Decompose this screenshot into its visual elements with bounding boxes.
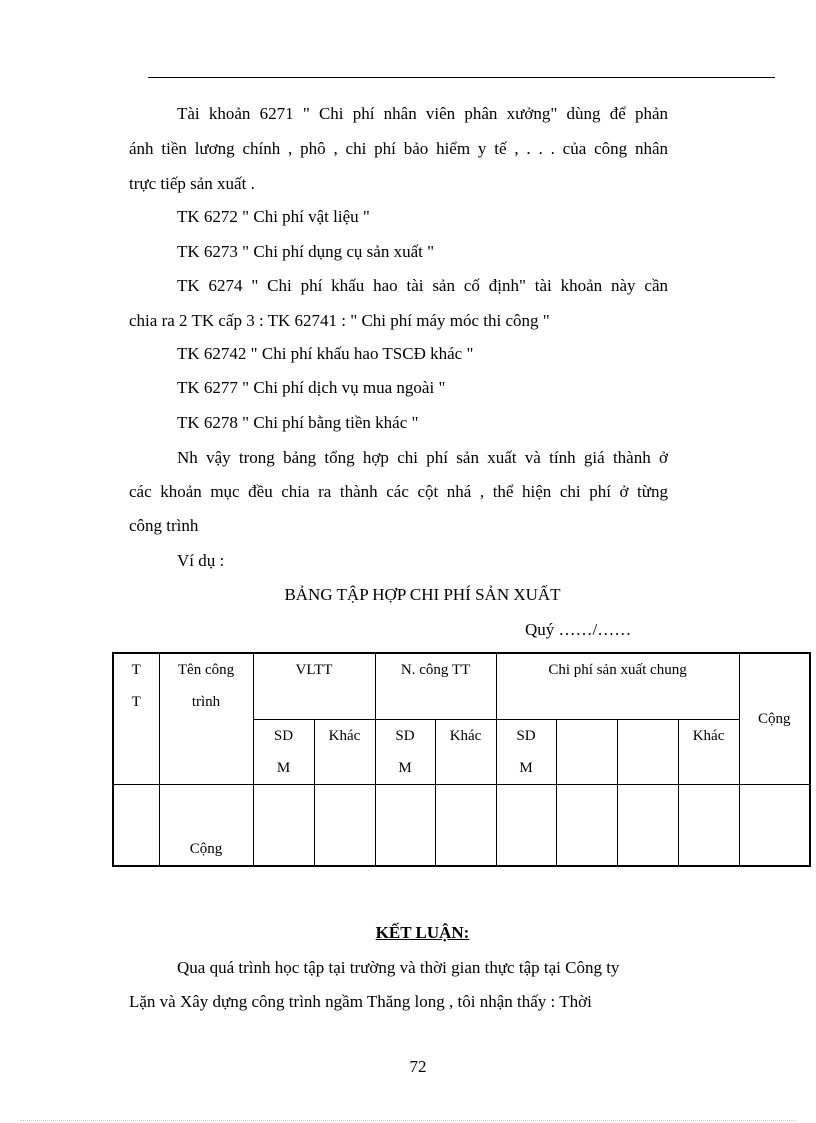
table-period: Quý ……/…… [525,620,632,639]
conclusion-heading: KẾT LUẬN: [375,923,470,942]
header-vltt: VLTT [253,653,375,719]
data-cell [253,784,314,866]
subheader-khac: Khác [314,719,375,784]
data-cell [678,784,739,866]
account-line: chia ra 2 TK cấp 3 : TK 62741 : " Chi phí máy móc thi công " [129,311,550,330]
total-label: Cộng [159,784,253,866]
cost-table [112,652,811,867]
subheader-sdm: SD M [496,719,556,784]
subheader-empty [556,719,617,784]
subheader-khac: Khác [678,719,739,784]
paragraph-line: Tài khoản 6271 " Chi phí nhân viên phân xưởng" dùng để phản [177,104,668,123]
subheader-empty [617,719,678,784]
paragraph-line: Nh vậy trong bảng tổng hợp chi phí sản xuất và tính giá thành ở [177,448,668,467]
page-number: 72 [409,1057,427,1076]
paragraph-line: các khoản mục đều chia ra thành các cột nhá , thể hiện chi phí ở từng [129,482,668,501]
header-cong: Cộng [739,653,810,784]
account-line: TK 62742 " Chi phí khấu hao TSCĐ khác " [177,344,474,363]
account-line: TK 6278 " Chi phí bằng tiền khác " [177,413,419,432]
conclusion-line: Lặn và Xây dựng công trình ngầm Thăng long , tôi nhận thấy : Thời [129,992,592,1011]
paragraph-line: ánh tiền lương chính , phô , chi phí bảo hiểm y tế , . . . của công nhân [129,139,668,158]
header-tt: T T [113,653,159,784]
data-cell [496,784,556,866]
account-line: TK 6277 " Chi phí dịch vụ mua ngoài " [177,378,446,397]
header-ten-cong-trinh: Tên công trình [159,653,253,784]
conclusion-line: Qua quá trình học tập tại trường và thời gian thực tập tại Công ty [177,958,620,977]
subheader-khac: Khác [435,719,496,784]
paragraph-line: trực tiếp sản xuất . [129,174,255,193]
account-line: TK 6274 " Chi phí khấu hao tài sản cố định" tài khoản này cần [177,276,668,295]
data-cell [556,784,617,866]
data-cell [314,784,375,866]
header-chung: Chi phí sản xuất chung [496,653,739,719]
table-title: BẢNG TẬP HỢP CHI PHÍ SẢN XUẤT [284,585,561,604]
data-cell [375,784,435,866]
paragraph-line: công trình [129,516,199,535]
data-cell [113,784,159,866]
page-bottom-rule [20,1120,796,1121]
subheader-sdm: SD M [253,719,314,784]
account-line: TK 6273 " Chi phí dụng cụ sản xuất " [177,242,435,261]
data-cell [617,784,678,866]
header-rule [148,77,775,78]
data-cell [739,784,810,866]
subheader-sdm: SD M [375,719,435,784]
header-ncong: N. công TT [375,653,496,719]
data-cell [435,784,496,866]
account-line: TK 6272 " Chi phí vật liệu " [177,207,370,226]
example-label: Ví dụ : [177,551,225,570]
